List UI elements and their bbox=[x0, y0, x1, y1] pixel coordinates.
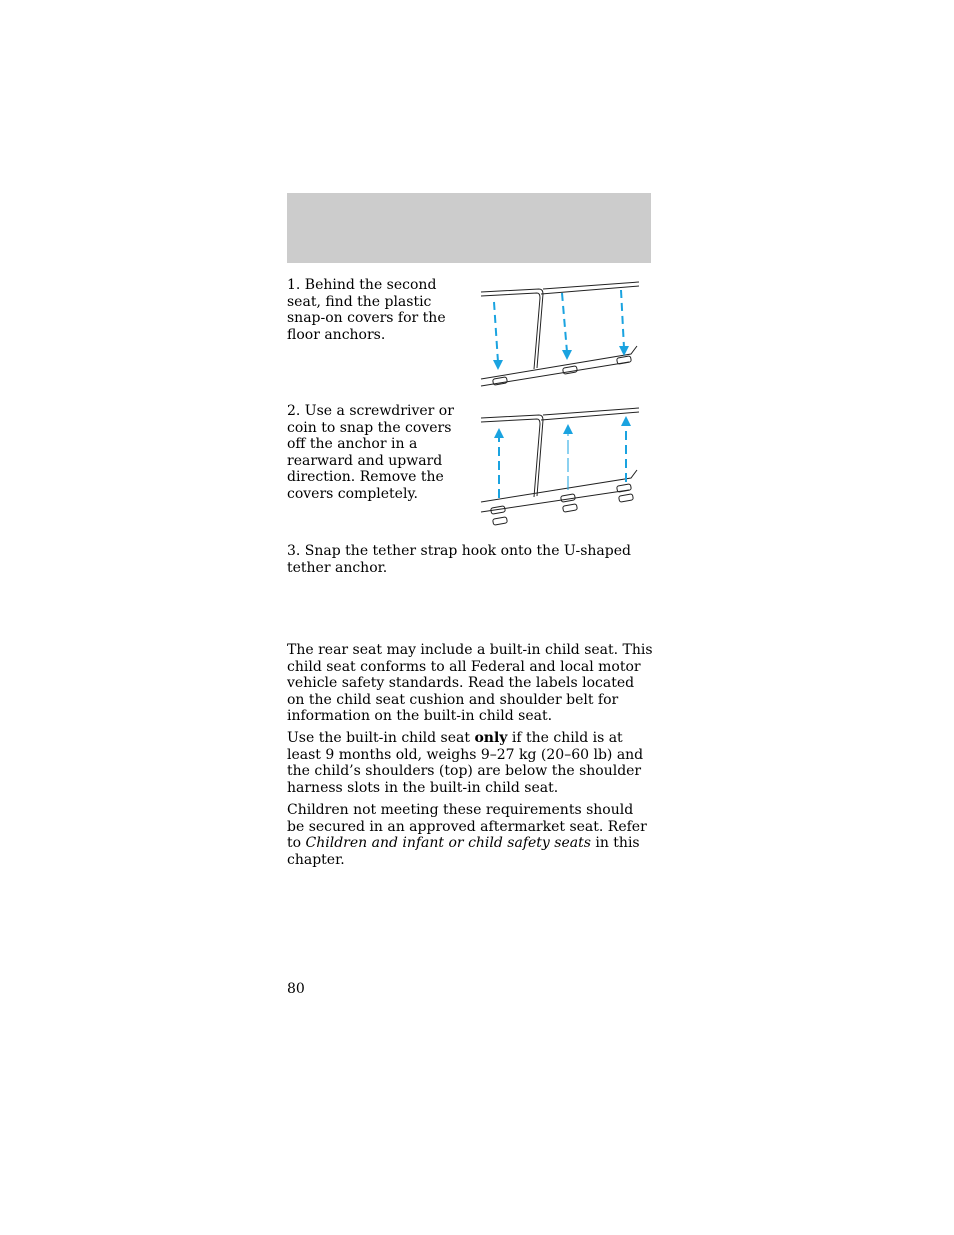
remove-anchor-covers-illustration bbox=[479, 404, 641, 530]
built-in-child-seat-requirements bbox=[287, 730, 653, 796]
para2-rest: if the child is at least 9 months old, weighs 9–27 kg (20–60 lb) and the child’s shoulders (top) are below the shoulder harness slots in the built-in child seat. bbox=[287, 730, 644, 796]
para2-lead: Use the built-in child seat bbox=[287, 730, 475, 746]
section-reference: Children and infant or child safety seats bbox=[305, 835, 591, 851]
floor-anchor-covers-illustration bbox=[479, 278, 641, 391]
built-in-child-seat-intro: The rear seat may include a built-in child seat. This child seat conforms to all Federal and local motor vehicle safety standards. Read the labels located on the child seat cushion and shoulder belt for information on the built-in child seat. bbox=[287, 642, 653, 724]
aftermarket-seat-note bbox=[287, 802, 653, 868]
step-3-text: 3. Snap the tether strap hook onto the U-shaped tether anchor. bbox=[287, 543, 631, 576]
emphasis-only: only bbox=[474, 730, 508, 746]
para3-lead: Children not meeting these requirements should be secured in an approved aftermarket seat. Refer to bbox=[287, 802, 647, 851]
page-header-band bbox=[287, 193, 651, 263]
step-1-text: 1. Behind the second seat, find the plastic snap-on covers for the floor anchors. bbox=[287, 277, 446, 343]
para3-rest: in this chapter. bbox=[287, 835, 640, 868]
step-2-text: 2. Use a screwdriver or coin to snap the covers off the anchor in a rearward and upward direction. Remove the covers completely. bbox=[287, 403, 454, 502]
page-number: 80 bbox=[287, 981, 305, 997]
